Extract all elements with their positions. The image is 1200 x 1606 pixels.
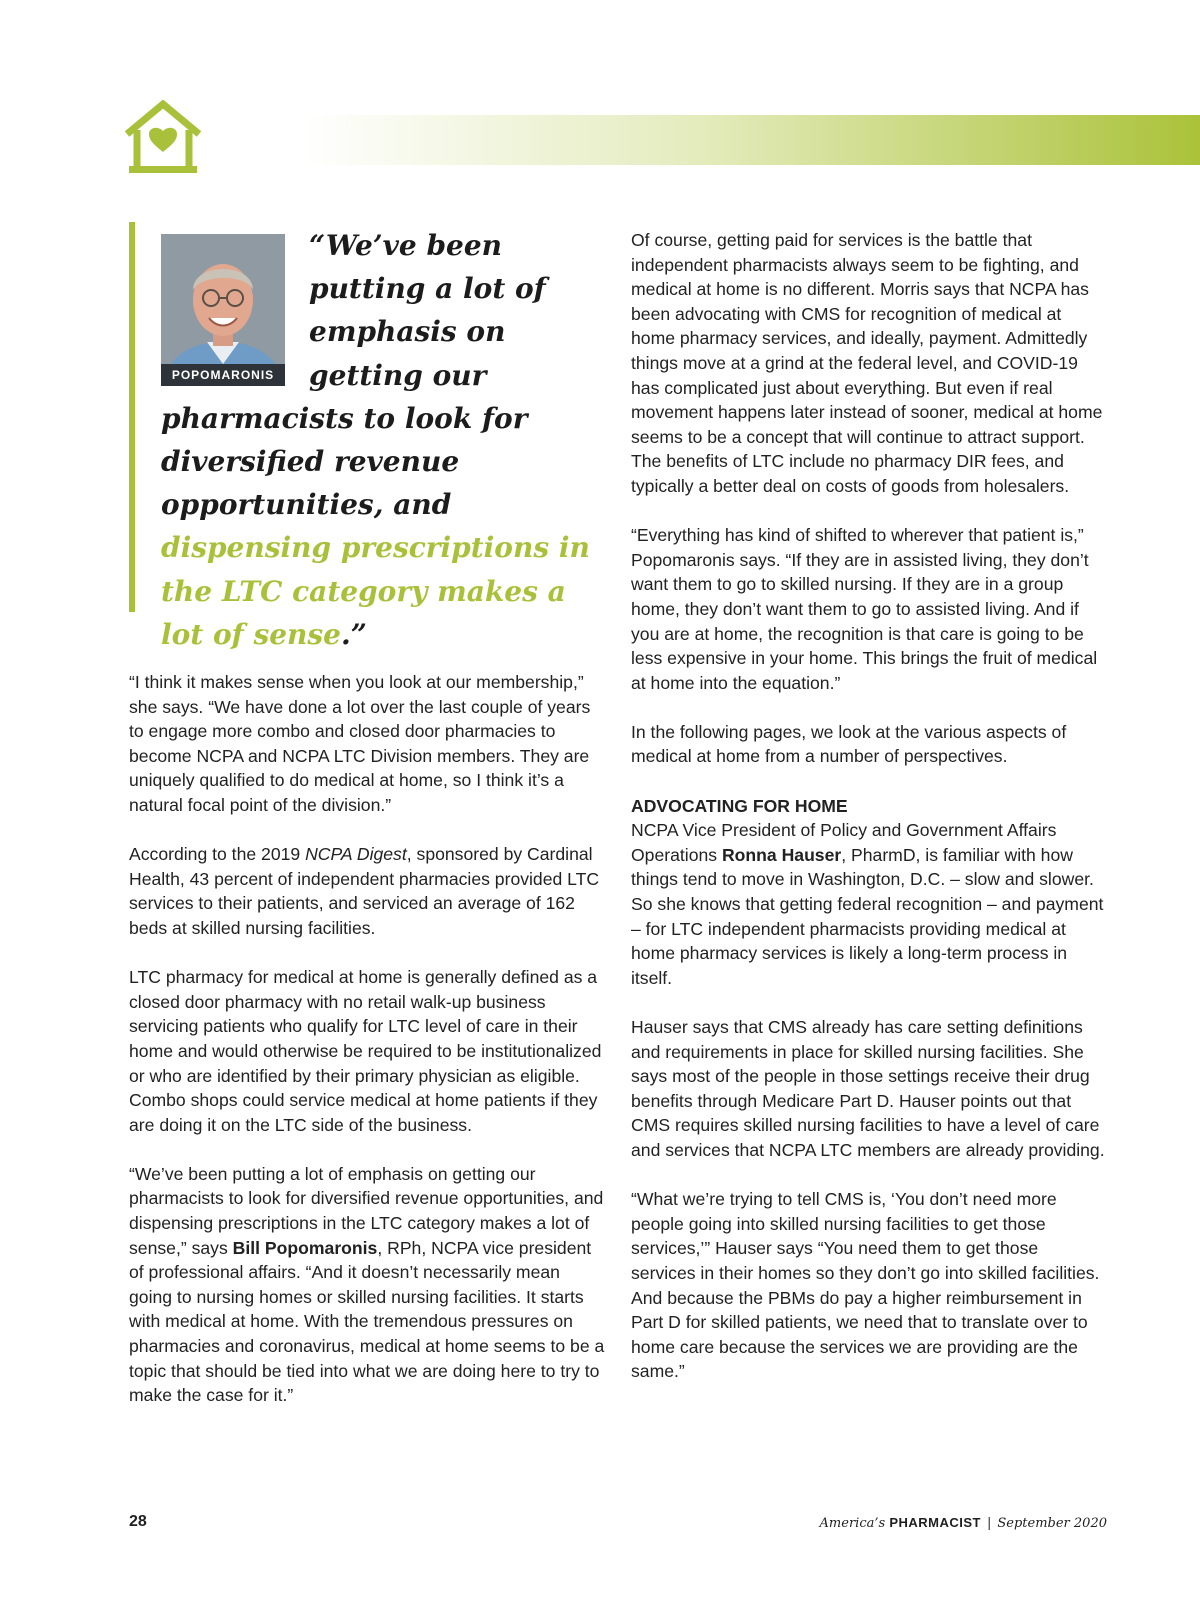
- publication-prefix: America’s: [819, 1516, 886, 1531]
- paragraph: [129, 842, 607, 940]
- text-span: , PharmD, is familiar with how things tend to move in Washington, D.C. – slow and slower. So she knows that getting federal recognition – and payment – for LTC independent pharmacists providing medical at home pharmacy services is likely a long-term process in itself.: [631, 844, 1104, 988]
- publication-name: PHARMACIST: [889, 1515, 981, 1530]
- paragraph: Of course, getting paid for services is the battle that independent pharmacists always seem to be fighting, and medical at home is no different. Morris says that NCPA has been advocating with CMS for recognition of medical at home pharmacy services, and ideally, payment. Admittedly things move at a grind at the federal level, and COVID-19 has complicated just about everything. But even if real movement happens later instead of sooner, medical at home seems to be a concept that will continue to attract support. The benefits of LTC include no pharmacy DIR fees, and typically a better deal on costs of goods from holesalers.: [631, 230, 1103, 496]
- pullquote-photo-spacer: [161, 224, 309, 392]
- photo-caption: POPOMARONIS: [161, 364, 285, 386]
- person-name: Ronna Hauser: [721, 844, 842, 865]
- pullquote-text: “We’ve been putting a lot of emphasis on getting our pharmacists to look for diversified revenue opportunities, and: [161, 229, 546, 522]
- pullquote-accent-text: dispensing prescriptions in the LTC category makes a lot of sense: [161, 531, 590, 651]
- publication-footer: [820, 1515, 1107, 1531]
- left-column: [129, 670, 607, 1432]
- paragraph: “Everything has kind of shifted to wherever that patient is,” Popomaronis says. “If they are in assisted living, they don’t want them to go to skilled nursing. If they are in a group home, they don’t want them to go to assisted living. And if you are at home, the recognition is that care is going to be less expensive in your home. This brings the fruit of medical at home into the equation.”: [631, 525, 1098, 693]
- publication-title: NCPA Digest: [305, 844, 407, 865]
- paragraph: “I think it makes sense when you look at our membership,” she says. “We have done a lot over the last couple of years to engage more combo and closed door pharmacies to become NCPA and NCPA LTC Division members. They are uniquely qualified to do medical at home, so I think it’s a natural focal point of the division.”: [129, 672, 591, 815]
- text-span: According to the 2019: [129, 844, 306, 865]
- pullquote: [161, 224, 601, 656]
- right-column: [631, 228, 1107, 1409]
- paragraph: Hauser says that CMS already has care setting definitions and requirements in place for skilled nursing facilities. She says most of the people in those settings receive their drug benefits through Medicare Part D. Hauser points out that CMS requires skilled nursing facilities to have a level of care and services that NCPA LTC members are already providing.: [631, 1017, 1105, 1160]
- issue-date: September 2020: [997, 1516, 1107, 1531]
- pullquote-end: .”: [340, 617, 367, 651]
- pullquote-rule: [129, 222, 135, 612]
- paragraph: [129, 1162, 607, 1408]
- text-span: “We’ve been putting a lot of emphasis on getting our pharmacists to look for diversified revenue opportunities, and dispensing prescriptions in the LTC category makes a lot of sense,” says: [129, 1163, 604, 1258]
- house-heart-icon: [123, 100, 203, 175]
- paragraph: In the following pages, we look at the various aspects of medical at home from a number of perspectives.: [631, 721, 1067, 767]
- page-number: 28: [129, 1513, 147, 1530]
- section-heading: ADVOCATING FOR HOME: [631, 795, 848, 816]
- person-name: Bill Popomaronis: [232, 1237, 378, 1258]
- text-span: , RPh, NCPA vice president of professional affairs. “And it doesn’t necessarily mean going to nursing homes or skilled nursing facilities. It starts with medical at home. With the tremendous pressures on pharmacies and coronavirus, medical at home seems to be a topic that should be tied into what we are doing here to try to make the case for it.”: [129, 1237, 605, 1406]
- text-span: NCPA Vice President of Policy and Government Affairs Operations: [631, 820, 1057, 865]
- header-gradient-bar: [300, 115, 1200, 165]
- text-span: , sponsored by Cardinal Health, 43 percent of independent pharmacies provided LTC services to their patients, and serviced an average of 162 beds at skilled nursing facilities.: [129, 844, 600, 938]
- paragraph: [631, 818, 1107, 990]
- footer-separator: |: [986, 1516, 992, 1531]
- paragraph: LTC pharmacy for medical at home is generally defined as a closed door pharmacy with no retail walk-up business servicing patients who qualify for LTC level of care in their home and would otherwise be required to be institutionalized or who are identified by their primary physician as eligible. Combo shops could service medical at home patients if they are doing it on the LTC side of the business.: [129, 967, 602, 1135]
- paragraph: “What we’re trying to tell CMS is, ‘You don’t need more people going into skilled nursing facilities to get those services,’” Hauser says “You need them to get those services in their homes so they don’t go into skilled facilities. And because the PBMs do pay a higher reimbursement in Part D for skilled patients, we need that to translate over to home care because the services we are providing are the same.”: [631, 1189, 1100, 1382]
